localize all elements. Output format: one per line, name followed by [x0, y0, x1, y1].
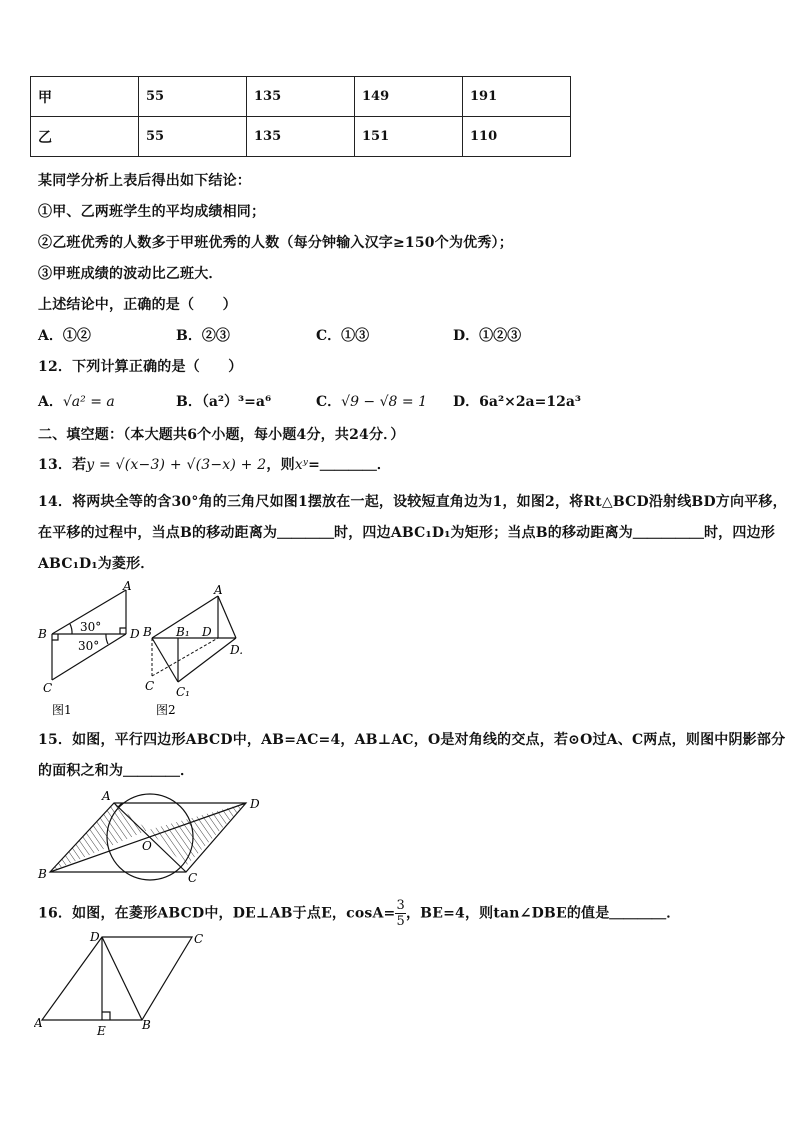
q15-label-b: B	[38, 867, 47, 881]
fig2-label-c1: C₁	[176, 685, 190, 699]
q12-option-a	[38, 391, 115, 411]
fig2-segment-bc1	[152, 638, 178, 682]
table-row	[31, 117, 571, 157]
q11-intro: 某同学分析上表后得出如下结论：	[38, 173, 251, 189]
q11-conclusion-2: ②乙班优秀的人数多于甲班优秀的人数（每分钟输入汉字≥150个为优秀）；	[38, 235, 513, 251]
q13-suffix: =＿＿＿＿．	[308, 457, 391, 473]
q11-option-b: B．②③	[176, 328, 230, 344]
q11-conclusion-1: ①甲、乙两班学生的平均成绩相同；	[38, 204, 266, 220]
q12-option-d: D．6a²×2a=12a³	[453, 394, 582, 410]
q14-line-3: ABC₁D₁为菱形．	[38, 556, 155, 572]
fig2-label-b: B	[143, 625, 152, 639]
q11-question: 上述结论中，正确的是（ ）	[38, 297, 237, 313]
fig1-label-c: C	[43, 681, 53, 695]
q16-fraction-numerator: 3	[396, 898, 405, 913]
q15-label-c: C	[188, 871, 198, 885]
q16-label-a: A	[34, 1016, 43, 1030]
q16-segment-db	[102, 937, 142, 1020]
fig2-label-d: D	[202, 625, 212, 639]
q14-line-2: 在平移的过程中，当点B的移动距离为＿＿＿＿时，四边ABC₁D₁为矩形；当点B的移动距离为＿＿＿＿＿时，四边形	[38, 525, 775, 541]
q11-option-a: A．①②	[38, 328, 91, 344]
q12-option-c	[316, 391, 427, 411]
q14-line-1: 14．将两块全等的含30°角的三角尺如图1摆放在一起，设较短直角边为1，如图2，将Rt△BCD沿射线BD方向平移，	[38, 494, 787, 510]
fig1-label-b: B	[38, 627, 47, 641]
q13-expr: y = √(x−3) + √(3−x) + 2	[86, 457, 267, 473]
fig2-caption: 图2	[156, 703, 176, 717]
table-cell: 110	[463, 117, 571, 157]
q16-fraction	[395, 898, 405, 929]
fig1-caption: 图1	[52, 703, 72, 717]
table-cell: 甲	[31, 77, 139, 117]
q14-figure-2	[140, 580, 260, 720]
q13-mid: ，则	[266, 457, 295, 473]
q12-option-c-expr: √9 − √8 = 1	[341, 394, 427, 410]
q16-label-e: E	[97, 1024, 106, 1038]
score-table	[30, 76, 571, 157]
fig2-dashed-cd	[152, 638, 218, 676]
fig1-label-d: D	[130, 627, 140, 641]
q12-option-b: B．（a²）³=a⁶	[176, 394, 272, 410]
table-cell: 55	[139, 117, 247, 157]
table-cell: 151	[355, 117, 463, 157]
q16-rhombus	[42, 937, 192, 1020]
q15-shaded-region-right	[148, 803, 246, 866]
q16-prefix: 16．如图，在菱形ABCD中，DE⊥AB于点E，cosA=	[38, 905, 396, 922]
q16-label-b: B	[142, 1018, 151, 1032]
fig1-right-angle-b	[52, 634, 58, 640]
fig2-segment-ad1	[218, 596, 236, 638]
table-cell: 191	[463, 77, 571, 117]
fig2-label-b1: B₁	[176, 625, 190, 639]
fig2-segment-c1d1	[178, 638, 236, 682]
fig1-angle-label-1: 30°	[80, 620, 102, 634]
table-cell: 55	[139, 77, 247, 117]
q11-option-c: C．①③	[316, 328, 370, 344]
q13	[38, 454, 391, 474]
table-row	[31, 77, 571, 117]
q16-right-angle	[102, 1012, 110, 1020]
q12-option-c-label: C．	[316, 394, 342, 410]
fig1-right-angle-d	[120, 628, 126, 634]
q15-label-a: A	[102, 789, 111, 803]
q16-figure	[34, 925, 214, 1040]
q12-option-a-label: A．	[38, 394, 63, 410]
q16-label-c: C	[194, 932, 204, 946]
q15-label-o: O	[142, 839, 152, 853]
q13-power: xʸ	[294, 457, 309, 473]
section-2-heading: 二、填空题：（本大题共6个小题，每小题4分，共24分．）	[38, 427, 405, 443]
q13-prefix: 13．若	[38, 457, 87, 473]
q15-shaded-region-left	[50, 803, 148, 872]
q12-option-a-expr: √a² = a	[62, 394, 115, 410]
table-cell: 135	[247, 117, 355, 157]
table-cell: 乙	[31, 117, 139, 157]
q15-line-1: 15．如图，平行四边形ABCD中，AB=AC=4，AB⊥AC，O是对角线的交点，若⊙O过A、C两点，则图中阴影部分	[38, 732, 786, 748]
q15-figure	[30, 788, 270, 888]
q11-option-d: D．①②③	[453, 328, 522, 344]
q11-conclusion-3: ③甲班成绩的波动比乙班大．	[38, 266, 223, 282]
fig1-angle-arc-2	[106, 634, 108, 644]
fig1-angle-arc-1	[70, 624, 72, 634]
fig1-label-a: A	[123, 580, 132, 593]
q12-stem: 12．下列计算正确的是（ ）	[38, 359, 243, 375]
q16-suffix: ，BE=4，则tan∠DBE的值是＿＿＿＿．	[405, 905, 681, 922]
fig2-label-d1: D.	[230, 643, 244, 657]
table-cell: 149	[355, 77, 463, 117]
fig1-angle-label-2: 30°	[78, 639, 100, 653]
fig2-label-c: C	[145, 679, 155, 693]
q15-label-d: D	[250, 797, 260, 811]
q16-fraction-denominator: 5	[396, 914, 405, 929]
table-cell: 135	[247, 77, 355, 117]
fig2-label-a: A	[214, 583, 223, 597]
q14-figure-1	[34, 580, 144, 720]
q16-label-d: D	[90, 930, 100, 944]
q15-line-2: 的面积之和为＿＿＿＿．	[38, 763, 195, 779]
